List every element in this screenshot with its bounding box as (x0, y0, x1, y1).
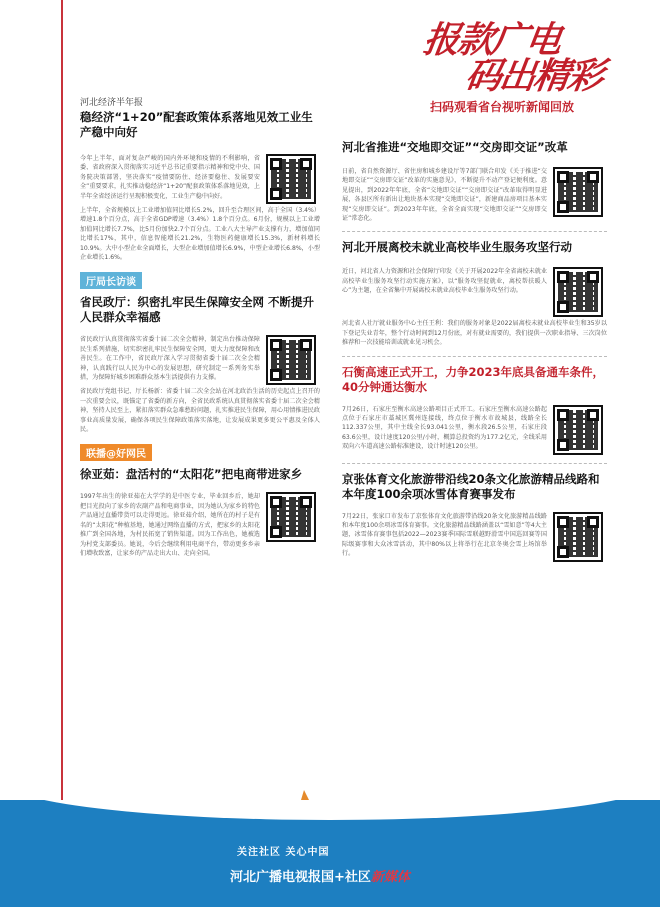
article-headline[interactable]: 稳经济“1+20”配套政策体系落地见效工业生产稳中向好 (80, 110, 313, 139)
qr-code-icon[interactable] (553, 512, 603, 562)
article-body: 省民政厅认真贯彻落实省委十届二次全会精神，制定出台推动保障民生系列措施，切实织密扎牢民生保障安全网，更大力度保障和改善民生。在工作中，省民政厅深入学习贯彻省委十届二次全会精神，认真践行以人民为中心的发展思想，研究制定一系列务实举措，为保障好城乡困难群众基本生活提供有力支撑。 (80, 336, 260, 382)
article-headline[interactable]: 省民政厅：织密扎牢民生保障安全网 不断提升人民群众幸福感 (80, 295, 315, 325)
article-property (342, 140, 607, 223)
masthead-title-line2: 码出精彩 (462, 56, 605, 97)
masthead-tagline: 扫码观看省台视听新闻回放 (430, 100, 575, 114)
article-headline[interactable]: 河北省推进“交地即交证”“交房即交证”改革 (342, 140, 568, 154)
masthead-title-line1: 报款广电 (420, 20, 563, 61)
masthead (412, 8, 652, 120)
article-headline[interactable]: 石衡高速正式开工，力争2023年底具备通车条件，40分钟通达衡水 (342, 364, 605, 394)
qr-code-icon[interactable] (266, 492, 316, 542)
article-tourism (342, 472, 607, 562)
article-body: 近日，河北省人力资源和社会保障厅印发《关于开展2022年全省离校未就业高校毕业生服务攻坚行动实施方案》，以“服务攻坚促就业，离校帮扶暖人心”为主题，在全省集中开展离校未就业高校毕业生服务攻坚行动。 (342, 268, 547, 295)
article-body: 1997年出生的徐亚茹在大学学的是中医专业，毕业回乡后，她却把目光投向了家乡的农副产品和电商事业，因为她认为家乡的特色产品通过直播带货可以走得更远。徐亚茹介绍，她所在的村子是有名的“太阳花”种植基地，她通过网络直播的方式，把家乡的太阳花推广到全国各地，为村民拓宽了销售渠道。因为工作出色，她被选为村党支部委员。她说，今后会继续利用电商平台，带动更多乡亲们增收致富，让家乡的产品走出大山、走向全国。 (80, 493, 260, 557)
qr-code-icon[interactable] (553, 267, 603, 317)
section-tag: 联播@好网民 (80, 444, 152, 461)
article-body: 7月22日，张家口市发布了京张体育文化旅游带沿线20条文化旅游精品线路和本年度100余项冰雪体育赛事。文化旅游精品线路涵盖以“雪如意”等4大主题，冰雪体育赛事包括2022—2023赛季国际雪联越野滑雪中国巡回赛等国际级赛事和大众冰雪活动，其中80%以上将举行在北京冬奥会雪上场馆举行。 (342, 512, 547, 558)
footer-brand (230, 866, 410, 885)
divider (342, 231, 607, 232)
margin-rule (61, 0, 63, 800)
qr-code-icon[interactable] (266, 335, 316, 385)
article-body: 7月26日，石家庄至衡水高速公路项目正式开工。石家庄至衡水高速公路起点位于石家庄市藁城区冀州连接线，终点位于衡水市故城县，线路全长112.337公里，其中主线全长93.041公里，衡水段26.5公里，石家庄段63.6公里，设计速度120公里/小时，概算总投资约为177.2亿元，全线采用双向六车道高速公路标准建设，设计时速120公里。 (342, 405, 547, 451)
article-highway (342, 365, 607, 455)
article-headline[interactable]: 京张体育文化旅游带沿线20条文化旅游精品线路和本年度100余项冰雪体育赛事发布 (342, 471, 600, 501)
section-tag: 厅局长访谈 (80, 272, 142, 289)
article-body: 上半年，全省规模以上工业增加值同比增长5.2%，回升至合理区间，高于全国（3.4%）增速1.8个百分点，高于全省GDP增速（3.4%）1.8个百分点。6月份，规模以上工业增加值同比增长7.7%，比5月份加快2.7个百分点。工业八大主导产业支撑有力，增加值同比增长17%，其中，信息智能增长21.2%，生物医药健康增长15.3%，新材料增长10.9%。大中小型企业全面增长，大型企业增加值增长6.9%，中型企业增长6.8%，小型企业增长1.6%。 (80, 207, 320, 262)
footer-slogan: 关注社区 关心中国 (237, 847, 330, 858)
qr-code-icon[interactable] (553, 405, 603, 455)
divider (342, 463, 607, 464)
article-body: 日前，省自然资源厅、省住房和城乡建设厅等7部门联合印发《关于推进“交地即交证”“交房即交证”改革的实施意见》，不断提升不动产登记便利度。意见提出，到2022年年底，全省“交地即交证”“交房即交证”改革取得明显进展，各县区所有新出让地块基本实现“交地即交证”，新建商品房项目基本实现“交房即交证”。到2023年年底，全省全面实现“交地即交证”“交房即交证”常态化。 (342, 168, 547, 223)
left-column (80, 95, 320, 558)
article-body: 今年上半年，面对复杂严峻的国内外环境和疫情的不利影响，省委、省政府深入贯彻落实习近平总书记重要指示精神和党中央、国务院决策部署，坚决落实“疫情要防住、经济要稳住、发展要安全”重要要求，扎实推动稳经济“1+20”配套政策体系落地见效，上半年全省经济运行呈现积极变化，工业生产稳中向好。 (80, 155, 260, 200)
article-body: 省民政厅党组书记、厅长杨新：省委十届二次全会站在河北政治生活的历史起点上召开的一次重要会议，既锚定了省委的新方向，全省民政系统认真贯彻落实省委十届二次全会精神，坚持人民至上，紧扣落实群众急难愁盼问题，扎实推进民生保障，用心用情推进民政事业高质量发展，确保各项民生保障政策落实落地，让发展成果更多更公平惠及全体人民。 (80, 388, 320, 434)
article-body: 河北省人社厅就业服务中心主任王利：我们的服务对象是2022届离校未就业高校毕业生和35岁以下登记失业青年，整个行动时间到12月份底，对有就业需要的，我们提供一次职业指导、三次岗位推荐和一次技能培训或就业见习机会。 (342, 320, 607, 347)
section-interview (80, 270, 320, 434)
article-headline[interactable]: 徐亚茹：盘活村的“太阳花”把电商带进家乡 (80, 467, 303, 482)
article-economy (80, 95, 320, 262)
footer-wave (0, 800, 660, 820)
right-column (342, 140, 607, 562)
article-employment (342, 240, 607, 347)
article-headline[interactable]: 河北开展离校未就业高校毕业生服务攻坚行动 (342, 240, 572, 255)
article-kicker: 河北经济半年报 (80, 98, 144, 108)
section-netizen (80, 442, 320, 558)
qr-code-icon[interactable] (553, 167, 603, 217)
qr-code-icon[interactable] (266, 154, 316, 204)
divider (342, 356, 607, 357)
footer-brand-main: 河北广播电视报国+社区 (230, 870, 371, 885)
footer (0, 800, 660, 907)
footer-brand-accent: 新媒体 (370, 870, 410, 885)
